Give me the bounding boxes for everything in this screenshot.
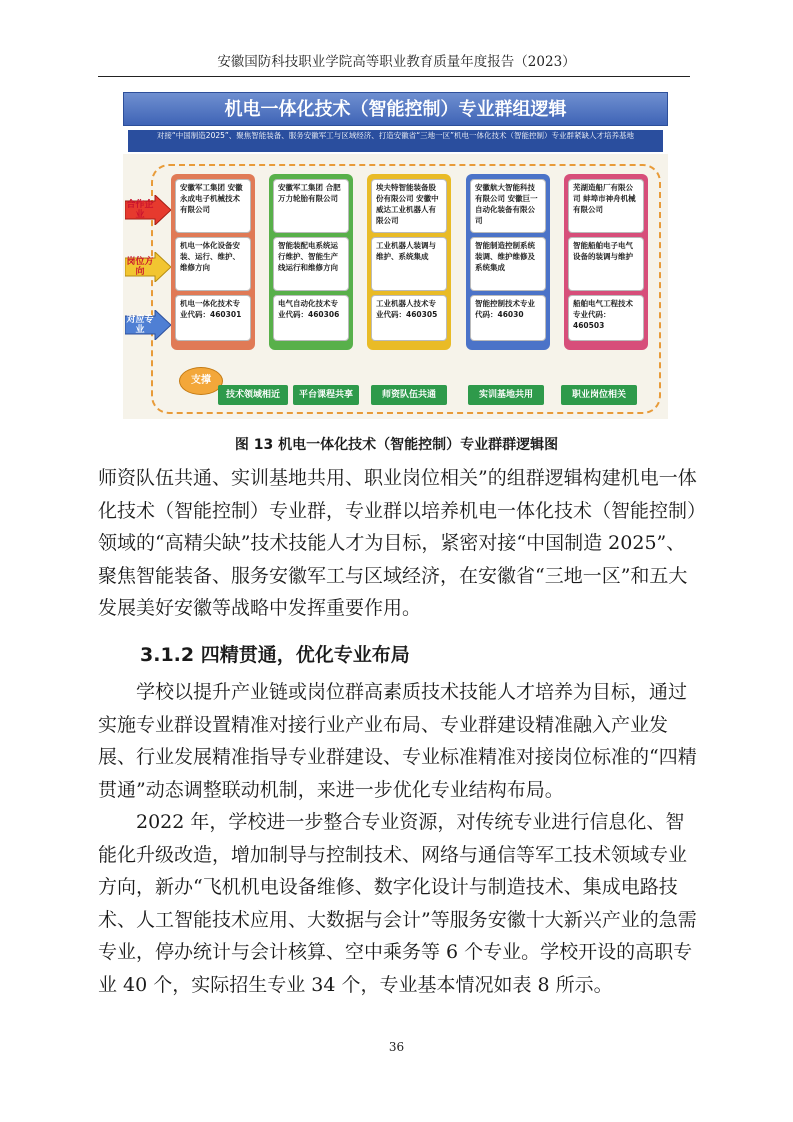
- major-column: [367, 174, 451, 350]
- partner-company: 安徽军工集团 合肥万力轮胎有限公司: [273, 179, 349, 233]
- partner-company: 埃夫特智能装备股份有限公司 安徽中威达工业机器人有限公司: [371, 179, 447, 233]
- major-code: 船舶电气工程技术专业代码：460503: [568, 295, 644, 341]
- diagram-title: 机电一体化技术（智能控制）专业群组逻辑: [123, 92, 668, 126]
- support-badge: 支撑: [179, 367, 223, 395]
- arrow-label-direction: 岗位方向: [126, 257, 154, 277]
- shared-factor: 实训基地共用: [468, 385, 544, 405]
- shared-factor: 师资队伍共通: [371, 385, 447, 405]
- body-paragraph: 2022 年，学校进一步整合专业资源，对传统专业进行信息化、智能化升级改造，增加制导与控制技术、网络与通信等军工技术领域专业方向，新办“飞机机电设备维修、数字化设计与制造技术、集成电路技术、人工智能技术应用、大数据与会计”等服务安徽十大新兴产业的急需专业，停办统计与会计核算、空中乘务等 6 个专业。学校开设的高职专业 40 个，实际招生专业 34 个，专业基本情况如表 8 所示。: [98, 811, 697, 996]
- shared-factor: 平台课程共享: [293, 385, 359, 405]
- header-rule: [98, 76, 690, 77]
- major-code: 机电一体化技术专业代码：460301: [175, 295, 251, 341]
- job-direction: 工业机器人装调与维护、系统集成: [371, 237, 447, 291]
- shared-factor: 技术领域相近: [218, 385, 288, 405]
- job-direction: 智能船舶电子电气设备的装调与维护: [568, 237, 644, 291]
- major-column: [171, 174, 255, 350]
- diagram-subtitle: 对接“中国制造2025”、聚焦智能装备、服务安徽军工与区域经济、打造安徽省“三地一区”机电一体化技术（智能控制）专业群紧缺人才培养基地: [128, 130, 663, 152]
- major-group-diagram: [123, 92, 668, 419]
- job-direction: 智能装配电系统运行维护、智能生产线运行和维修方向: [273, 237, 349, 291]
- partner-company: 安徽军工集团 安徽永成电子机械技术有限公司: [175, 179, 251, 233]
- major-column: [466, 174, 550, 350]
- job-direction: 机电一体化设备安装、运行、维护、维修方向: [175, 237, 251, 291]
- section-heading: 3.1.2 四精贯通，优化专业布局: [140, 644, 410, 666]
- body-paragraph: 师资队伍共通、实训基地共用、职业岗位相关”的组群逻辑构建机电一体化技术（智能控制）专业群，专业群以培养机电一体化技术（智能控制）领域的“高精尖缺”技术技能人才为目标，紧密对接“中国制造 2025”、聚焦智能装备、服务安徽军工与区域经济，在安徽省“三地一区”和五大发展美好安徽等战略中发挥重要作用。: [98, 467, 697, 619]
- major-column: [564, 174, 648, 350]
- job-direction: 智能制造控制系统装调、维护维修及系统集成: [470, 237, 546, 291]
- major-code: 智能控制技术专业代码：46030: [470, 295, 546, 341]
- arrow-label-major: 对应专业: [126, 315, 154, 335]
- shared-factor: 职业岗位相关: [561, 385, 637, 405]
- figure-caption: 图 13 机电一体化技术（智能控制）专业群群逻辑图: [234, 437, 559, 453]
- arrow-label-partner: 合作企业: [126, 200, 154, 220]
- partner-company: 芜湖造船厂有限公司 蚌埠市神舟机械有限公司: [568, 179, 644, 233]
- major-code: 电气自动化技术专业代码：460306: [273, 295, 349, 341]
- page-number: 36: [388, 1040, 405, 1054]
- partner-company: 安徽航大智能科技有限公司 安徽巨一自动化装备有限公司: [470, 179, 546, 233]
- body-paragraph: 学校以提升产业链或岗位群高素质技术技能人才培养为目标，通过实施专业群设置精准对接行业产业布局、专业群建设精准融入产业发展、行业发展精准指导专业群建设、专业标准精准对接岗位标准的“四精贯通”动态调整联动机制，来进一步优化专业结构布局。: [98, 681, 697, 801]
- running-header: 安徽国防科技职业学院高等职业教育质量年度报告（2023）: [217, 54, 576, 70]
- major-column: [269, 174, 353, 350]
- major-code: 工业机器人技术专业代码：460305: [371, 295, 447, 341]
